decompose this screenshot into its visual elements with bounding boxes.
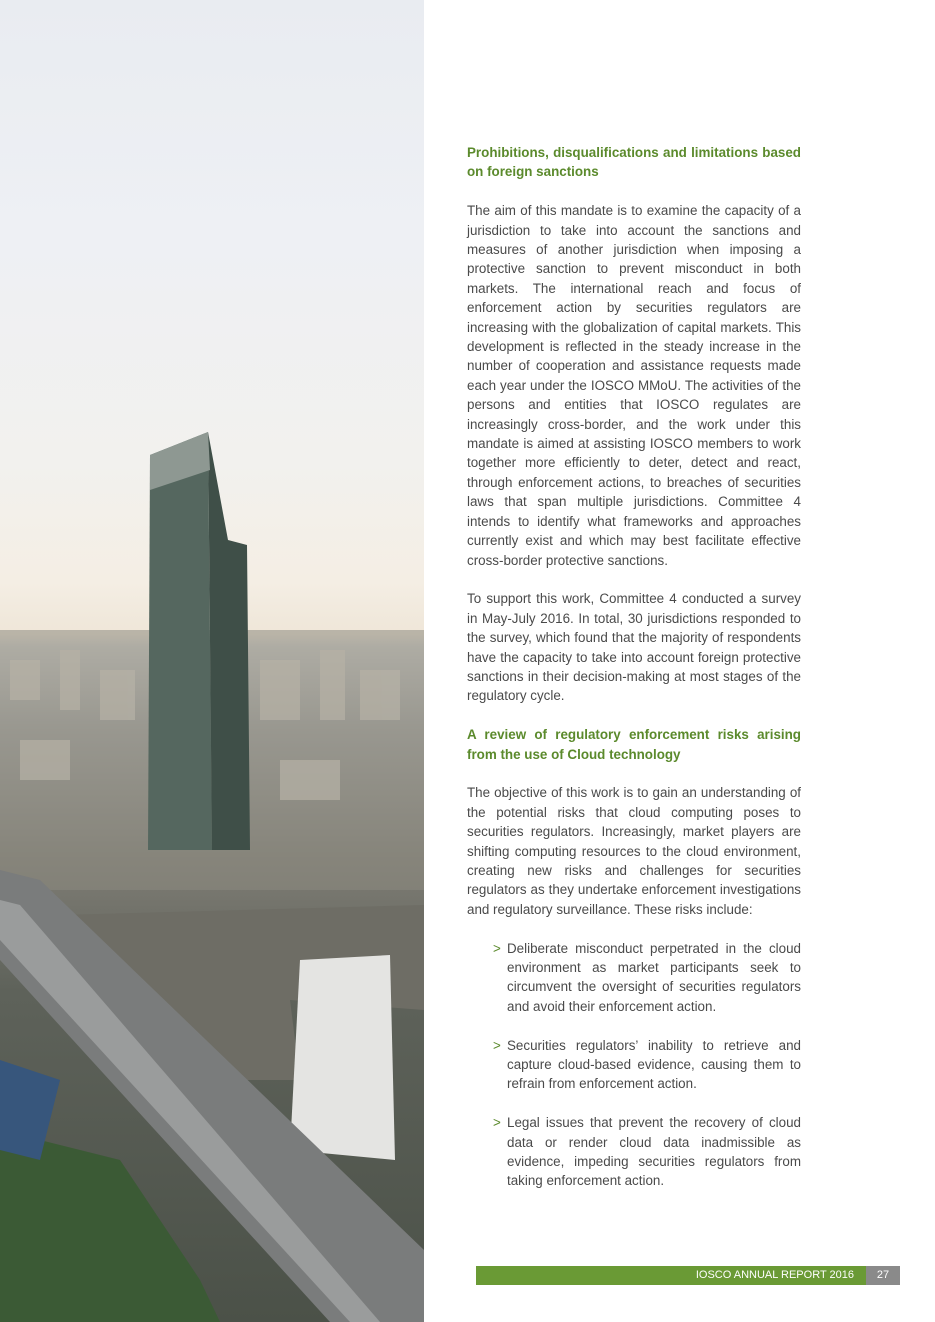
list-item	[493, 1036, 801, 1094]
risk-list	[467, 939, 801, 1191]
paragraph: The aim of this mandate is to examine the capacity of a jurisdiction to take into account the sanctions and measures of another jurisdiction when imposing a protective sanction to prevent misconduct in both markets. The international reach and focus of enforcement action by securities regulators are increasing with the globalization of capital markets. This development is reflected in the steady increase in the number of cooperation and assistance requests made each year under the IOSCO MMoU. The activities of the persons and entities that IOSCO regulates are increasingly cross-border, and the work under this mandate is aimed at assisting IOSCO members to work together more efficiently to deter, detect and react, through enforcement actions, to breaches of securities laws that span multiple jurisdictions. Committee 4 intends to identify what frameworks and approaches currently exist and which may best facilitate effective cross-border protective sanctions.	[467, 203, 801, 568]
page-footer	[476, 1266, 900, 1285]
chevron-right-icon: >	[493, 1115, 501, 1131]
paragraph: The objective of this work is to gain an understanding of the potential risks that cloud computing poses to securities regulators. Increasingly, market players are shifting computing resources to the cloud environment, creating new risks and challenges for securities regulators as they undertake enforcement investigations and regulatory surveillance. These risks include:	[467, 785, 801, 917]
white-building	[290, 955, 395, 1160]
article-column	[467, 143, 801, 1210]
cityscape-illustration	[0, 0, 424, 1322]
paragraph: To support this work, Committee 4 conducted a survey in May-July 2016. In total, 30 jurisdictions responded to the survey, which found that the majority of respondents have the capacity to take into account foreign protective sanctions in their decision-making at most stages of the regulatory cycle.	[467, 591, 801, 704]
tower-side	[208, 432, 250, 850]
chevron-right-icon: >	[493, 940, 501, 956]
main-tower	[148, 432, 212, 850]
section-heading: Prohibitions, disqualifications and limitations based on foreign sanctions	[467, 145, 801, 180]
footer-title: IOSCO ANNUAL REPORT 2016	[476, 1266, 866, 1285]
list-item-text: Securities regulators’ inability to retrieve and capture cloud-based evidence, causing them to refrain from enforcement action.	[507, 1037, 801, 1092]
list-item	[493, 1113, 801, 1191]
section-heading: A review of regulatory enforcement risks arising from the use of Cloud technology	[467, 727, 801, 762]
list-item	[493, 939, 801, 1017]
list-item-text: Deliberate misconduct perpetrated in the cloud environment as market participants seek to circumvent the oversight of securities regulators and avoid their enforcement action.	[507, 940, 801, 1014]
page-number: 27	[866, 1266, 900, 1285]
cityscape-photo	[0, 0, 424, 1322]
chevron-right-icon: >	[493, 1037, 501, 1053]
list-item-text: Legal issues that prevent the recovery of cloud data or render cloud data inadmissible as evidence, impeding securities regulators from taking enforcement action.	[507, 1115, 801, 1189]
